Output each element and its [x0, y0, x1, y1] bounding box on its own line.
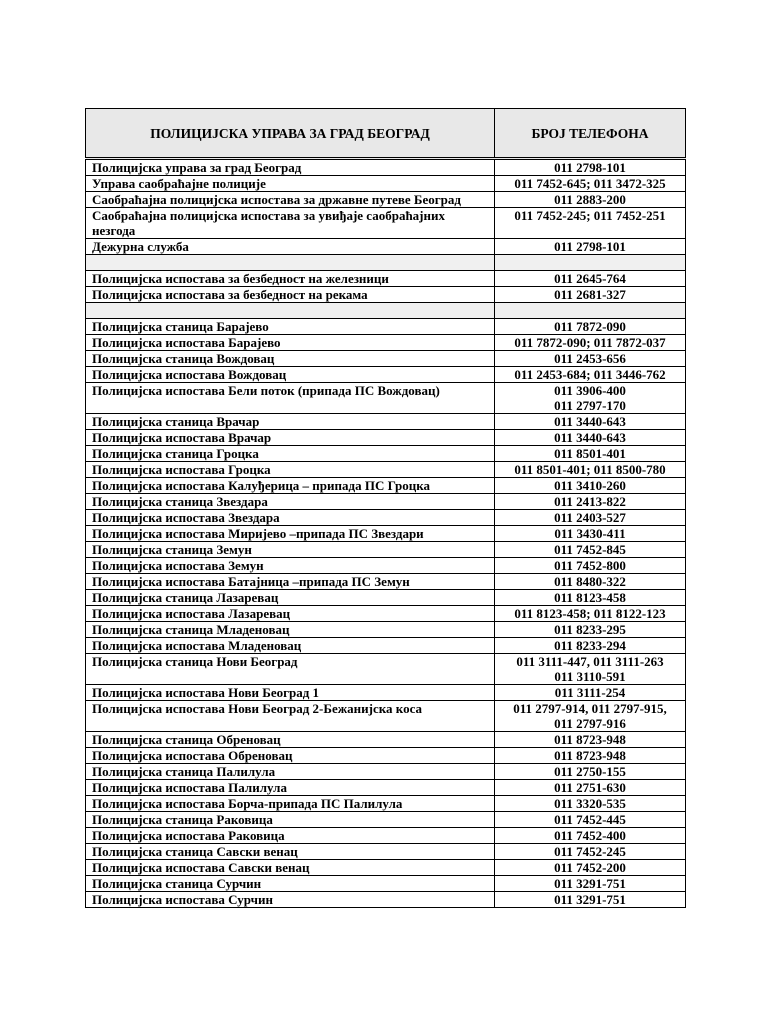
- spacer-cell: [86, 255, 495, 271]
- phone-number: 011 2403-527: [554, 510, 626, 525]
- unit-name-cell: Полицијска испостава Сурчин: [86, 892, 495, 908]
- unit-name-cell: Полицијска станица Звездара: [86, 494, 495, 510]
- phone-number-cell: [495, 430, 686, 446]
- unit-name-cell: Полицијска станица Земун: [86, 542, 495, 558]
- table-row: [86, 335, 686, 351]
- phone-number: 011 3906-400: [554, 383, 626, 398]
- phone-number: 011 3320-535: [554, 796, 626, 811]
- table-row: [86, 192, 686, 208]
- phone-number: 011 2453-656: [554, 351, 626, 366]
- unit-name-cell: Полицијска станица Обреновац: [86, 732, 495, 748]
- phone-number: 011 3430-411: [554, 526, 626, 541]
- table-row: [86, 574, 686, 590]
- unit-name-cell: Полицијска станица Барајево: [86, 319, 495, 335]
- phone-number-cell: [495, 287, 686, 303]
- phone-number-cell: [495, 748, 686, 764]
- phone-number-cell: [495, 335, 686, 351]
- phone-number-cell: [495, 892, 686, 908]
- unit-name-cell: Полицијска испостава Палилула: [86, 780, 495, 796]
- phone-number: 011 8723-948: [554, 748, 626, 763]
- phone-number: 011 7452-200: [554, 860, 626, 875]
- unit-name-cell: Полицијска станица Младеновац: [86, 622, 495, 638]
- phone-number-cell: [495, 812, 686, 828]
- unit-name-cell: Управа саобраћајне полиције: [86, 176, 495, 192]
- phone-number: 011 8480-322: [554, 574, 626, 589]
- unit-name-cell: Полицијска испостава Барајево: [86, 335, 495, 351]
- table-row: [86, 701, 686, 732]
- table-spacer-row: [86, 303, 686, 319]
- phone-number: 011 3410-260: [554, 478, 626, 493]
- table-row: [86, 622, 686, 638]
- unit-name-cell: Полицијска испостава Гроцка: [86, 462, 495, 478]
- phone-number: 011 2797-914, 011 2797-915,: [513, 701, 667, 716]
- table-row: [86, 590, 686, 606]
- unit-name-cell: Полицијска испостава Лазаревац: [86, 606, 495, 622]
- unit-name-cell: Саобраћајна полицијска испостава за увиђаје саобраћајних незгода: [86, 208, 495, 239]
- phone-number-cell: [495, 176, 686, 192]
- unit-name-cell: Саобраћајна полицијска испостава за државне путеве Београд: [86, 192, 495, 208]
- phone-number-cell: [495, 606, 686, 622]
- phone-number: 011 8501-401: [554, 446, 626, 461]
- table-row: [86, 796, 686, 812]
- table-row: [86, 430, 686, 446]
- unit-name-cell: Полицијска станица Раковица: [86, 812, 495, 828]
- unit-name-cell: Полицијска испостава Звездара: [86, 510, 495, 526]
- table-row: [86, 208, 686, 239]
- table-row: [86, 287, 686, 303]
- unit-name-cell: Полицијска испостава Батајница –припада ПС Земун: [86, 574, 495, 590]
- table-row: [86, 812, 686, 828]
- phone-number-cell: [495, 654, 686, 685]
- phone-number-cell: [495, 239, 686, 255]
- unit-name-cell: Полицијска испостава Вождовац: [86, 367, 495, 383]
- unit-name-cell: Полицијска станица Гроцка: [86, 446, 495, 462]
- phone-number: 011 7452-445: [554, 812, 626, 827]
- phone-number-cell: [495, 367, 686, 383]
- table-row: [86, 159, 686, 176]
- phone-number-cell: [495, 208, 686, 239]
- phone-number-cell: [495, 876, 686, 892]
- phone-number: 011 3291-751: [554, 892, 626, 907]
- table-row: [86, 844, 686, 860]
- phone-number-cell: [495, 192, 686, 208]
- phone-number-cell: [495, 732, 686, 748]
- phone-number: 011 2797-170: [554, 398, 626, 413]
- table-row: [86, 414, 686, 430]
- table-row: [86, 351, 686, 367]
- unit-name-cell: Полицијска испостава Земун: [86, 558, 495, 574]
- unit-name-cell: Полицијска испостава за безбедност на рекама: [86, 287, 495, 303]
- unit-name-cell: Полицијска испостава Миријево –припада ПС Звездари: [86, 526, 495, 542]
- unit-name-cell: Полицијска испостава Нови Београд 2-Бежанијска коса: [86, 701, 495, 732]
- unit-name-cell: Полицијска управа за град Београд: [86, 159, 495, 176]
- phone-number: 011 3110-591: [554, 669, 626, 684]
- unit-name-cell: Дежурна служба: [86, 239, 495, 255]
- phone-number-cell: [495, 383, 686, 414]
- phone-number: 011 8233-294: [554, 638, 626, 653]
- table-row: [86, 367, 686, 383]
- table-body: [86, 159, 686, 908]
- phone-number-cell: [495, 446, 686, 462]
- phone-number: 011 7452-645; 011 3472-325: [514, 176, 666, 191]
- table-row: [86, 654, 686, 685]
- phone-number: 011 7452-400: [554, 828, 626, 843]
- unit-name-cell: Полицијска испостава Младеновац: [86, 638, 495, 654]
- phone-number: 011 3111-254: [554, 685, 626, 700]
- phone-number: 011 2681-327: [554, 287, 626, 302]
- table-row: [86, 510, 686, 526]
- table-header-row: [86, 109, 686, 159]
- unit-name-cell: Полицијска станица Вождовац: [86, 351, 495, 367]
- phone-number-cell: [495, 319, 686, 335]
- phone-number-cell: [495, 510, 686, 526]
- phone-number: 011 8123-458; 011 8122-123: [514, 606, 666, 621]
- unit-name-cell: Полицијска испостава Калуђерица – припада ПС Гроцка: [86, 478, 495, 494]
- phone-number-cell: [495, 780, 686, 796]
- phone-number-cell: [495, 844, 686, 860]
- phone-number: 011 7452-845: [554, 542, 626, 557]
- spacer-cell: [495, 303, 686, 319]
- phone-number-cell: [495, 764, 686, 780]
- table-row: [86, 748, 686, 764]
- phone-number: 011 2797-916: [554, 716, 626, 731]
- table-row: [86, 732, 686, 748]
- phone-number: 011 3291-751: [554, 876, 626, 891]
- phone-number: 011 2883-200: [554, 192, 626, 207]
- phone-number-cell: [495, 414, 686, 430]
- table-row: [86, 828, 686, 844]
- unit-name-cell: Полицијска станица Савски венац: [86, 844, 495, 860]
- phone-number: 011 7452-800: [554, 558, 626, 573]
- unit-name-cell: Полицијска испостава за безбедност на железници: [86, 271, 495, 287]
- unit-name-cell: Полицијска испостава Савски венац: [86, 860, 495, 876]
- table-row: [86, 606, 686, 622]
- phone-number: 011 2751-630: [554, 780, 626, 795]
- phone-number: 011 8501-401; 011 8500-780: [514, 462, 666, 477]
- table-row: [86, 526, 686, 542]
- phone-number: 011 7452-245: [554, 844, 626, 859]
- phone-number: 011 2750-155: [554, 764, 626, 779]
- phone-number: 011 8723-948: [554, 732, 626, 747]
- phone-number-cell: [495, 526, 686, 542]
- unit-name-cell: Полицијска испостава Врачар: [86, 430, 495, 446]
- table-row: [86, 271, 686, 287]
- phone-number-cell: [495, 685, 686, 701]
- unit-name-cell: Полицијска испостава Бели поток (припада ПС Вождовац): [86, 383, 495, 414]
- table-row: [86, 892, 686, 908]
- unit-name-cell: Полицијска станица Лазаревац: [86, 590, 495, 606]
- phone-number: 011 3111-447, 011 3111-263: [516, 654, 664, 669]
- phone-number-cell: [495, 351, 686, 367]
- phone-number-cell: [495, 478, 686, 494]
- header-phone: БРОЈ ТЕЛЕФОНА: [495, 109, 686, 159]
- phone-number-cell: [495, 828, 686, 844]
- phone-number-cell: [495, 590, 686, 606]
- phone-number-cell: [495, 542, 686, 558]
- table-row: [86, 176, 686, 192]
- table-row: [86, 860, 686, 876]
- phone-number-cell: [495, 271, 686, 287]
- phone-number: 011 7452-245; 011 7452-251: [514, 208, 666, 223]
- phone-number: 011 2798-101: [554, 160, 626, 175]
- phone-number-cell: [495, 860, 686, 876]
- unit-name-cell: Полицијска станица Палилула: [86, 764, 495, 780]
- phone-number-cell: [495, 638, 686, 654]
- phone-number-cell: [495, 701, 686, 732]
- table-row: [86, 876, 686, 892]
- table-row: [86, 462, 686, 478]
- phone-number: 011 2453-684; 011 3446-762: [514, 367, 666, 382]
- unit-name-cell: Полицијска испостава Обреновац: [86, 748, 495, 764]
- phone-number-cell: [495, 622, 686, 638]
- phone-number: 011 2645-764: [554, 271, 626, 286]
- unit-name-cell: Полицијска испостава Раковица: [86, 828, 495, 844]
- phone-number: 011 2413-822: [554, 494, 626, 509]
- table-row: [86, 638, 686, 654]
- phone-number-cell: [495, 494, 686, 510]
- phone-number: 011 8233-295: [554, 622, 626, 637]
- table-row: [86, 383, 686, 414]
- spacer-cell: [495, 255, 686, 271]
- phone-number: 011 7872-090: [554, 319, 626, 334]
- table-row: [86, 542, 686, 558]
- phone-number-cell: [495, 574, 686, 590]
- header-unit: ПОЛИЦИЈСКА УПРАВА ЗА ГРАД БЕОГРАД: [86, 109, 495, 159]
- table-row: [86, 319, 686, 335]
- phone-number-cell: [495, 462, 686, 478]
- phone-directory-table: [85, 108, 686, 908]
- phone-number: 011 8123-458: [554, 590, 626, 605]
- phone-number-cell: [495, 796, 686, 812]
- table-spacer-row: [86, 255, 686, 271]
- unit-name-cell: Полицијска станица Сурчин: [86, 876, 495, 892]
- phone-number-cell: [495, 558, 686, 574]
- table-row: [86, 780, 686, 796]
- table-row: [86, 446, 686, 462]
- table-row: [86, 494, 686, 510]
- table-row: [86, 558, 686, 574]
- unit-name-cell: Полицијска станица Врачар: [86, 414, 495, 430]
- phone-number: 011 7872-090; 011 7872-037: [514, 335, 666, 350]
- table-row: [86, 685, 686, 701]
- spacer-cell: [86, 303, 495, 319]
- table-row: [86, 239, 686, 255]
- unit-name-cell: Полицијска испостава Борча-припада ПС Палилула: [86, 796, 495, 812]
- table-row: [86, 764, 686, 780]
- phone-number: 011 3440-643: [554, 430, 626, 445]
- unit-name-cell: Полицијска станица Нови Београд: [86, 654, 495, 685]
- phone-number: 011 3440-643: [554, 414, 626, 429]
- phone-number: 011 2798-101: [554, 239, 626, 254]
- phone-number-cell: [495, 159, 686, 176]
- table-row: [86, 478, 686, 494]
- unit-name-cell: Полицијска испостава Нови Београд 1: [86, 685, 495, 701]
